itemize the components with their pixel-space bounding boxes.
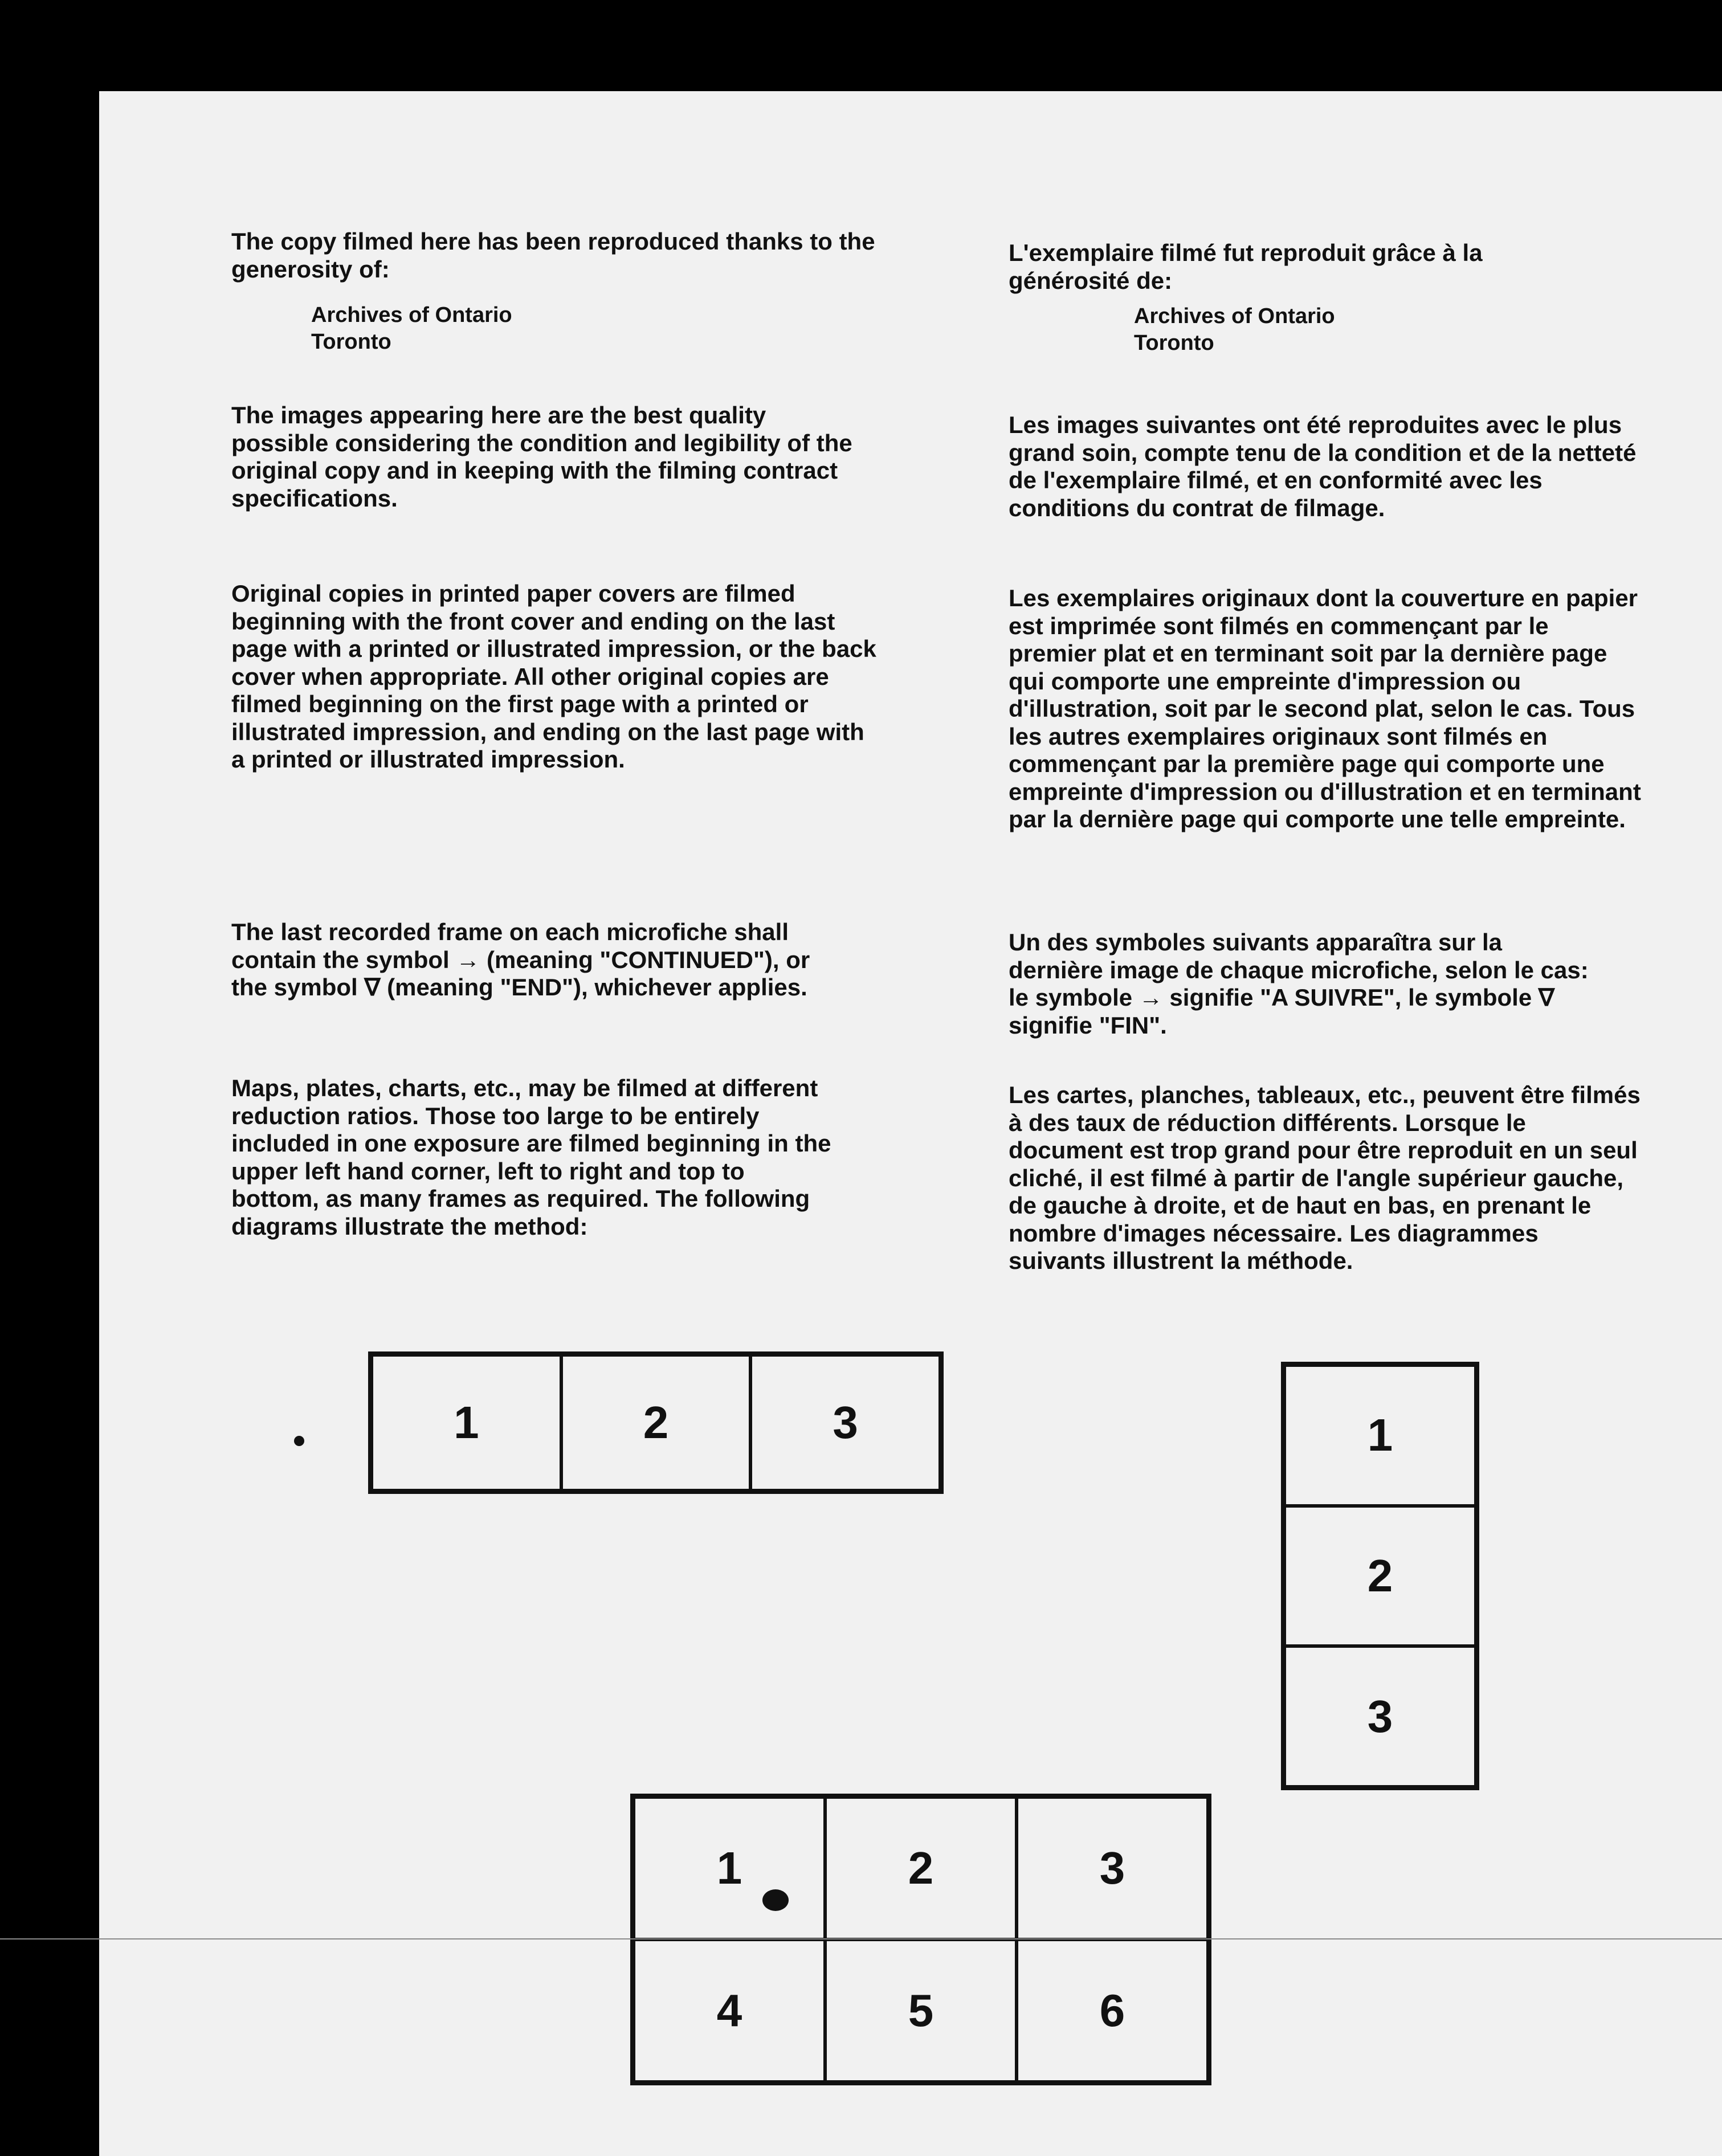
frame-6: 6 xyxy=(1017,1939,1208,2082)
french-symbols-paragraph: Un des symboles suivants apparaîtra sur la dernière image de chaque microfiche, selon le cas: le symbole → signifie "A SUIVRE", le symbole ∇ signifie "FIN". xyxy=(1009,929,1589,1039)
frame-2: 2 xyxy=(1284,1506,1476,1647)
frame-3: 3 xyxy=(1284,1646,1476,1787)
english-symbols-paragraph: The last recorded frame on each microfiche shall contain the symbol → (meaning "CONTINUED"), or the symbol ∇ (meaning "END"), whichever applies. xyxy=(231,918,810,1001)
frame-1: 1 xyxy=(634,1797,825,1939)
frame-1: 1 xyxy=(372,1355,561,1491)
ink-blot xyxy=(762,1889,789,1911)
diagram-horizontal xyxy=(368,1351,944,1494)
frame-5: 5 xyxy=(825,1939,1017,2082)
french-quality-paragraph: Les images suivantes ont été reproduites avec le plus grand soin, compte tenu de la condition et de la netteté de l'exemplaire filmé, et en conformité avec les conditions du contrat de filmage. xyxy=(1009,411,1637,521)
french-covers-paragraph: Les exemplaires originaux dont la couverture en papier est imprimée sont filmés en commençant par le premier plat et en terminant soit par la dernière page qui comporte une empreinte d'impression ou d'illustration, soit par le second plat, selon le cas. Tous les autres exemplaires originaux sont filmés en commençant par la première page qui comporte une empreinte d'impression ou d'illustration et en terminant par la dernière page qui comporte une telle empreinte. xyxy=(1009,585,1641,832)
english-maps-paragraph: Maps, plates, charts, etc., may be filmed at different reduction ratios. Those too large to be entirely included in one exposure are filmed beginning in the upper left hand corner, left to right and top to bottom, as many frames as required. The following diagrams illustrate the method: xyxy=(231,1075,831,1240)
frame-3: 3 xyxy=(1017,1797,1208,1939)
frame-3: 3 xyxy=(750,1355,940,1491)
diagram-vertical xyxy=(1281,1362,1479,1790)
english-acknowledgement: The copy filmed here has been reproduced thanks to the generosity of: xyxy=(231,228,875,283)
english-source-city: Toronto xyxy=(311,330,391,354)
ink-spot xyxy=(294,1436,304,1446)
frame-2: 2 xyxy=(825,1797,1017,1939)
scan-line-artifact xyxy=(0,1938,1722,1939)
english-source-name: Archives of Ontario xyxy=(311,303,512,327)
frame-1: 1 xyxy=(1284,1365,1476,1506)
french-source-name: Archives of Ontario xyxy=(1134,304,1335,328)
diagram-grid xyxy=(630,1794,1211,2085)
english-covers-paragraph: Original copies in printed paper covers are filmed beginning with the front cover and ending on the last page with a printed or illustrated impression, or the back cover when appropriate. All other original copies are filmed beginning on the first page with a printed or illustrated impression, and ending on the last page with a printed or illustrated impression. xyxy=(231,580,876,773)
frame-4: 4 xyxy=(634,1939,825,2082)
frame-2: 2 xyxy=(561,1355,751,1491)
english-quality-paragraph: The images appearing here are the best quality possible considering the condition and legibility of the original copy and in keeping with the filming contract specifications. xyxy=(231,402,852,512)
french-acknowledgement: L'exemplaire filmé fut reproduit grâce à la générosité de: xyxy=(1009,239,1483,294)
french-source-city: Toronto xyxy=(1134,331,1214,355)
french-maps-paragraph: Les cartes, planches, tableaux, etc., peuvent être filmés à des taux de réduction différents. Lorsque le document est trop grand pour être reproduit en un seul cliché, il est filmé à partir de l'angle supérieur gauche, de gauche à droite, et de haut en bas, en prenant le nombre d'images nécessaire. Les diagrammes suivants illustrent la méthode. xyxy=(1009,1081,1641,1274)
